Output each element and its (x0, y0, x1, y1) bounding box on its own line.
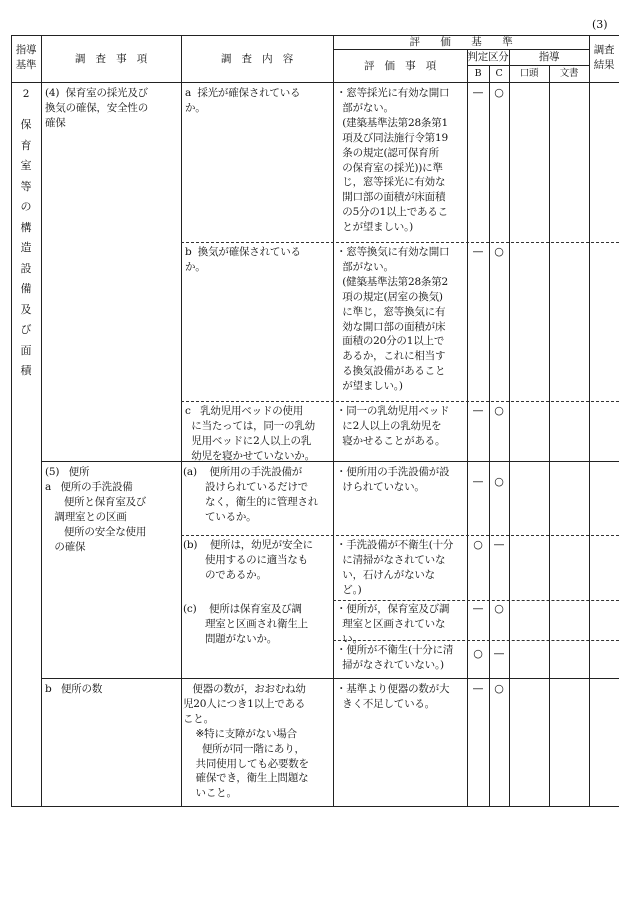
judgement-b: ○ (473, 647, 483, 660)
judgement-c: — (493, 647, 505, 660)
judgement-b: — (472, 682, 484, 695)
judgement-b: — (472, 245, 484, 258)
row-divider-4 (333, 600, 619, 601)
header-koutou: 口頭 (519, 68, 539, 79)
content-text: (a) 便所用の手洗設備が 設けられているだけで なく，衛生的に管理され ているか。 (183, 466, 319, 523)
section-title: 保育室等の構造設備及び面積 (20, 118, 32, 377)
content-text: 便器の数が，おおむね幼 児20人につき1以上である こと。 ※特に支障がない場合 便所が同一階にあり， 共同使用しても必要数を 確保でき，衛生上問題な いこと。 (183, 683, 309, 800)
col-line-0 (11, 35, 12, 807)
header-sub-split-line (467, 65, 589, 66)
criteria-text: ・同一の乳幼児用ベッド に2人以上の乳幼児を 寝かせることがある。 (336, 405, 450, 447)
judgement-c: — (493, 538, 505, 551)
judgement-b: — (472, 404, 484, 417)
row-divider-3 (181, 535, 619, 536)
col-line-7 (549, 65, 550, 807)
item-text: (4) 保育室の採光及び 換気の確保，安全性の 確保 (45, 87, 148, 129)
criteria-text: ・窓等換気に有効な開口 部がない。 (健築基準法第28条第2 項の規定(居室の換気) に準じ，窓等換気に有 効な開口部の面積が床 面積の20分の1以上で あるか，これに相当す る換気設備があること が望ましい。) (336, 246, 450, 393)
content-text: (b) 便所は，幼児が安全に 使用するのに適当なも のであるか。 (183, 539, 313, 581)
page-number: (3) (592, 18, 608, 31)
content-text: b 換気が確保されている か。 (185, 246, 301, 273)
item-text: (5) 便所 a 便所の手洗設備 便所と保育室及び 調理室との区画 便所の安全な使用 の確保 (45, 466, 147, 553)
section-number: 2 (22, 88, 30, 100)
col-line-3 (333, 35, 334, 807)
judgement-b: — (472, 86, 484, 99)
item-text: b 便所の数 (45, 683, 103, 695)
judgement-c: ○ (494, 475, 504, 488)
header-hantei-kubun: 判定区分 (467, 51, 509, 63)
col-line-1 (41, 35, 42, 807)
row-divider-1 (181, 242, 619, 243)
criteria-text: ・便所が，保育室及び調 理室と区画されていな い。 (336, 603, 450, 645)
header-hyouka-jikou: 評 価 事 項 (363, 60, 437, 72)
criteria-text: ・窓等採光に有効な開口 部がない。 (建築基準法第28条第1 項及び同法施行令第19 条の規定(認可保育所 の保育室の採光))に準 じ，窓等採光に有効な 開口部の面積が床面積 の5分の1以上であるこ とが望ましい。) (336, 87, 450, 234)
judgement-b: — (472, 475, 484, 488)
evaluation-table (11, 35, 619, 807)
judgement-c: ○ (494, 404, 504, 417)
criteria-text: ・便所が不衛生(十分に清 掃がなされていない。) (336, 644, 454, 671)
judgement-c: ○ (494, 245, 504, 258)
content-text: a 採光が確保されている か。 (185, 87, 301, 114)
criteria-text: ・手洗設備が不衛生(十分 に清掃がなされていな い，石けんがないな ど。) (336, 539, 454, 596)
judgement-c: ○ (494, 602, 504, 615)
judgement-b: ○ (473, 538, 483, 551)
header-chousa-naiyou: 調 査 内 容 (220, 53, 294, 65)
content-text: c 乳幼児用ベッドの使用 に当たっては，同一の乳幼 児用ベッドに2人以上の乳 幼児を寝かせていないか。 (185, 405, 315, 462)
content-text: (c) 便所は保育室及び調 理室と区画され衛生上 問題がないか。 (183, 603, 308, 645)
header-b: B (474, 68, 482, 79)
col-line-8 (589, 35, 590, 807)
judgement-b: — (472, 602, 484, 615)
table-border-bottom (11, 806, 619, 807)
criteria-text: ・便所用の手洗設備が設 けられていない。 (336, 466, 450, 493)
judgement-c: ○ (494, 682, 504, 695)
header-hyouka-kijun: 評 価 基 準 (409, 36, 513, 48)
header-shidou-kijun: 指導 基準 (15, 44, 37, 71)
row-divider-2 (181, 401, 619, 402)
row-line-5 (41, 461, 619, 462)
judgement-c: ○ (494, 86, 504, 99)
col-line-2 (181, 35, 182, 807)
header-chousa-jikou: 調 査 事 項 (74, 53, 148, 65)
header-bottom-line (11, 82, 619, 83)
row-line-5b (41, 678, 619, 679)
header-bunsho: 文書 (559, 68, 579, 79)
col-line-6 (509, 49, 510, 807)
header-c: C (495, 68, 503, 79)
header-shidou: 指導 (538, 51, 560, 63)
criteria-text: ・基準より便器の数が大 きく不足している。 (336, 683, 450, 710)
header-chousa-kekka: 調査 結果 (593, 44, 615, 71)
